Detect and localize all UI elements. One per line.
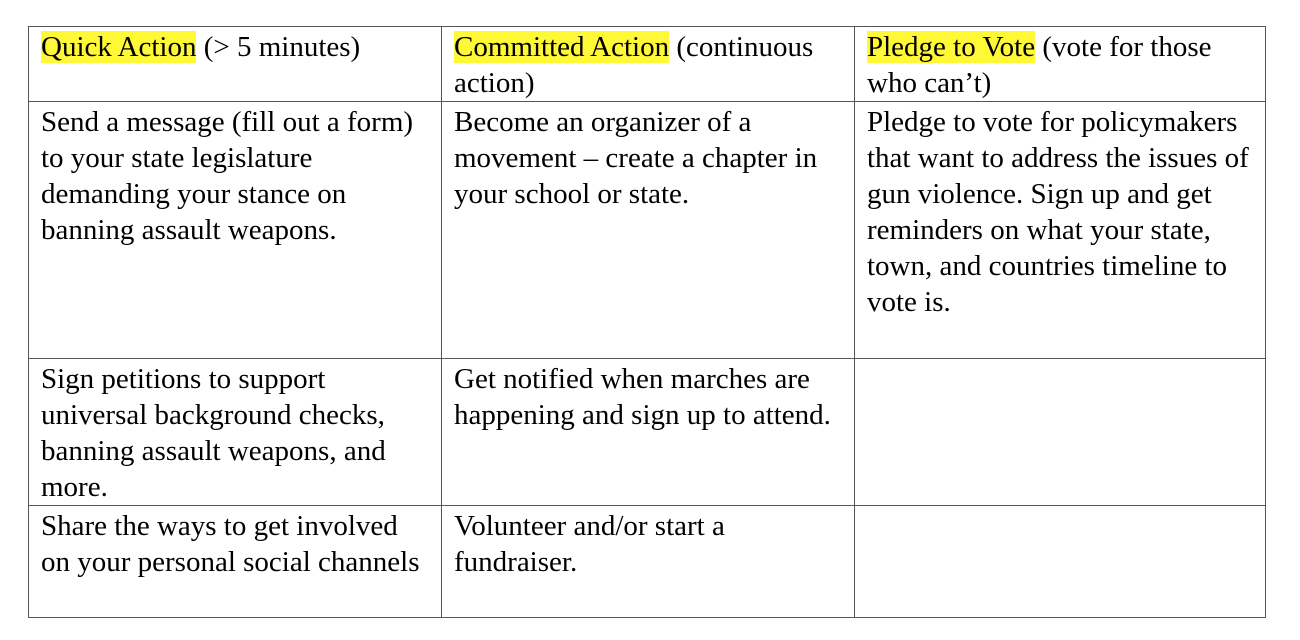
action-table	[28, 26, 1266, 618]
table-row	[29, 506, 1266, 618]
committed-action-highlight: Committed Action	[454, 31, 670, 63]
pledge-to-vote-note: (vote for those who can’t)	[867, 31, 1212, 99]
header-row	[29, 27, 1266, 102]
header-cell-quick-action	[29, 27, 442, 102]
table-cell-pledge: Pledge to vote for policymakers that want to address the issues of gun violence. Sign up and get reminders on what your state, town, and countries timeline to vote is.	[855, 102, 1266, 359]
table-cell-quick: Sign petitions to support universal background checks, banning assault weapons, and more.	[29, 359, 442, 506]
table-cell-pledge	[855, 359, 1266, 506]
table-cell-committed: Become an organizer of a movement – create a chapter in your school or state.	[442, 102, 855, 359]
table-cell-quick: Share the ways to get involved on your personal social channels	[29, 506, 442, 618]
table-cell-committed: Get notified when marches are happening and sign up to attend.	[442, 359, 855, 506]
committed-action-note: (continuous action)	[454, 31, 814, 99]
table-cell-quick: Send a message (fill out a form) to your state legislature demanding your stance on banning assault weapons.	[29, 102, 442, 359]
pledge-to-vote-highlight: Pledge to Vote	[867, 31, 1036, 63]
quick-action-highlight: Quick Action	[41, 31, 197, 63]
table-cell-pledge	[855, 506, 1266, 618]
header-cell-committed-action	[442, 27, 855, 102]
table-cell-committed: Volunteer and/or start a fundraiser.	[442, 506, 855, 618]
table-row	[29, 359, 1266, 506]
quick-action-note: (> 5 minutes)	[196, 31, 361, 63]
table-row	[29, 102, 1266, 359]
header-cell-pledge-to-vote	[855, 27, 1266, 102]
